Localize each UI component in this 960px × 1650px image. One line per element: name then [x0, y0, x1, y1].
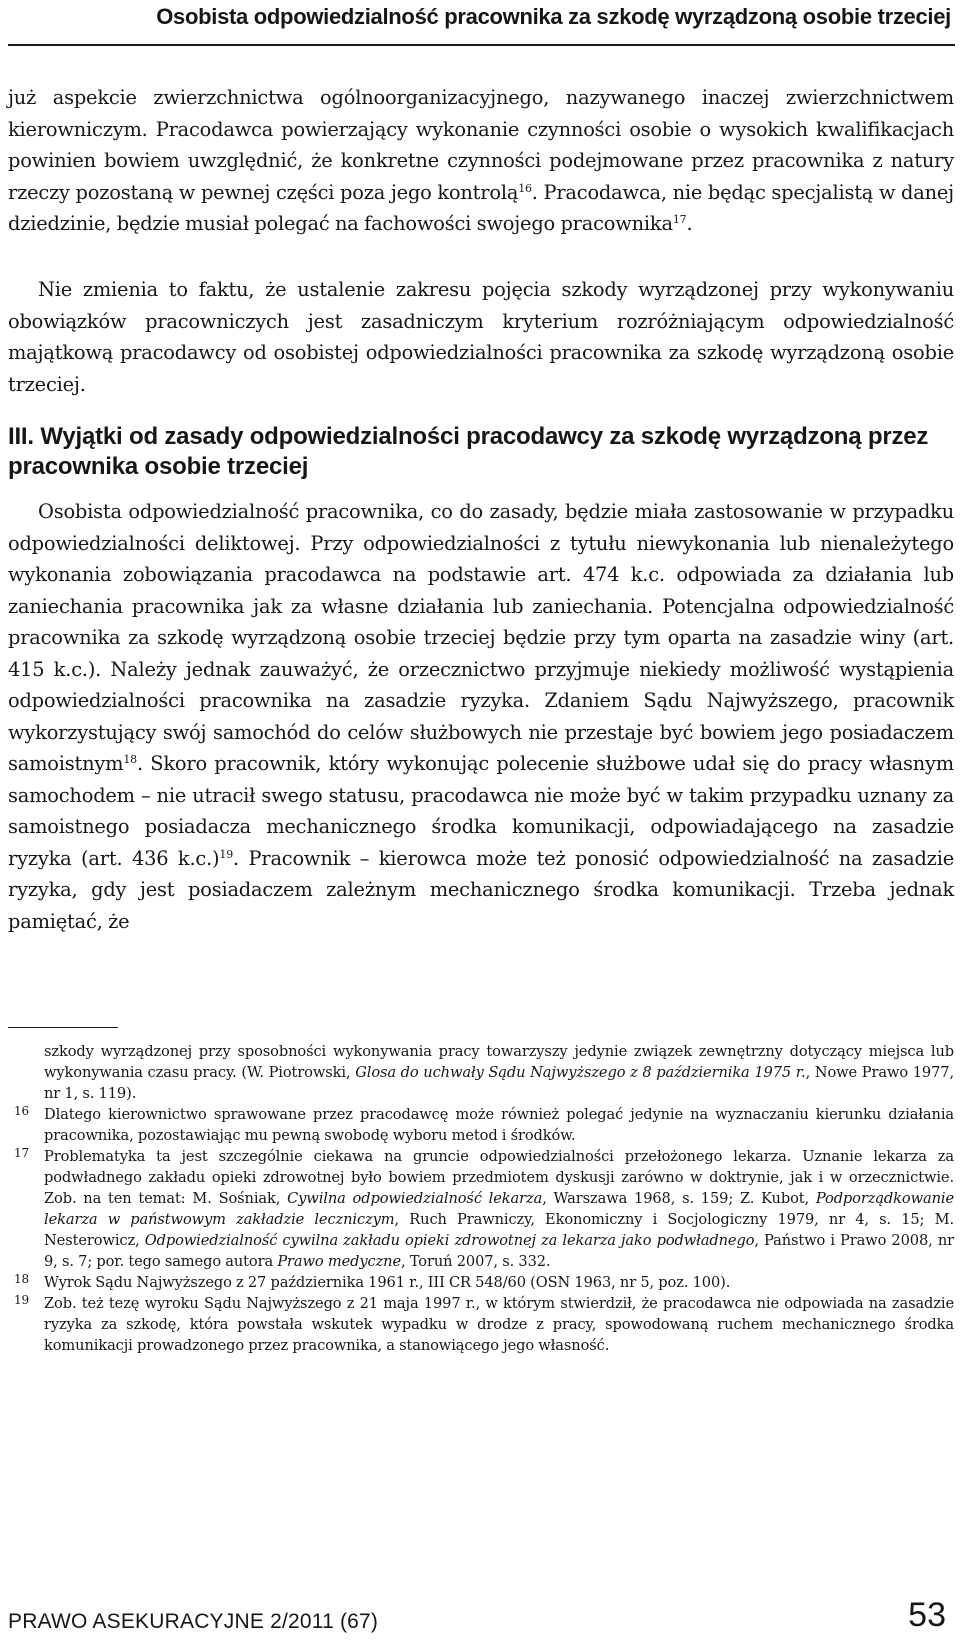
footnote-title: Prawo medyczne [277, 1253, 402, 1270]
para1-text-a: już aspekcie zwierzchnictwa ogólnoorganizacyjnego, nazywanego inaczej zwierzchnictwem kierowniczym. Pracodawca powierzający wykonanie czynności osobie o wysokich kwalifikacjach powinien bowiem uwzględnić, że konkretne czynności podejmowane przez pracownika z natury rzeczy pozostaną w pewnej części poza jego kontrolą [8, 86, 954, 204]
footnote-continuation [8, 1041, 954, 1104]
footnote-ref-19: 19 [219, 847, 234, 861]
footnote-text: , Warszawa 1968, s. 159; Z. Kubot, [542, 1190, 816, 1207]
footnote-separator [8, 1027, 118, 1028]
section-heading: III. Wyjątki od zasady odpowiedzialności pracodawcy za szkodę wyrządzoną przez pracownika osobie trzeciej [8, 423, 929, 480]
footnote-19 [8, 1293, 954, 1356]
footnote-17 [8, 1146, 954, 1272]
footnote-number: 17 [14, 1146, 30, 1160]
footnote-ref-18: 18 [123, 753, 137, 766]
para3-text-b: . Skoro pracownik, który wykonując polecenie służbowe udał się do pracy własnym samochodem – nie utracił swego statusu, pracodawca nie może być w takim przypadku uznany za samoistnego posiadacza mechanicznego środka komunikacji, odpowiadającego na zasadzie ryzyka (art. 436 k.c.) [8, 752, 954, 870]
footnote-title: Odpowiedzialność cywilna zakładu opieki zdrowotnej za lekarza jako podwładnego [144, 1232, 755, 1249]
footnote-title: Podporządkowanie lekarza w państwowym zakładzie leczniczym [44, 1190, 954, 1228]
footnote-16 [8, 1104, 954, 1146]
footnote-ref-16: 16 [518, 181, 532, 195]
footnote-text: Wyrok Sądu Najwyższego z 27 października 1961 r., III CR 548/60 (OSN 1963, nr 5, poz. 100). [44, 1274, 731, 1291]
para2-text: Nie zmienia to faktu, że ustalenie zakresu pojęcia szkody wyrządzonej przy wykonywaniu obowiązków pracowniczych jest zasadniczym kryterium rozróżniającym odpowiedzialność majątkową pracodawcy od osobistej odpowiedzialności pracownika za szkodę wyrządzoną osobie trzeciej. [8, 278, 954, 396]
para3-text-a: Osobista odpowiedzialność pracownika, co do zasady, będzie miała zastosowanie w przypadku odpowiedzialności deliktowej. Przy odpowiedzialności z tytułu niewykonania lub nienależytego wykonania zobowiązania pracodawca na podstawie art. 474 k.c. odpowiada za działania lub zaniechania pracownika jak za własne działania lub zaniechania. Potencjalna odpowiedzialność pracownika za szkodę wyrządzoną osobie trzeciej będzie przy tym oparta na zasadzie winy (art. 415 k.c.). Należy jednak zauważyć, że orzecznictwo przyjmuje niekiedy możliwość wystąpienia odpowiedzialności pracownika na zasadzie ryzyka. Zdaniem Sądu Najwyższego, pracownik wykorzystujący swój samochód do celów służbowych nie przestaje być bowiem jego posiadaczem samoistnym [8, 500, 954, 775]
para1-text-c: . [686, 212, 693, 235]
paragraph-3 [8, 496, 954, 937]
page-number: 53 [908, 1596, 946, 1634]
footnote-title: Cywilna odpowiedzialność lekarza [287, 1190, 543, 1207]
footnote-text: Problematyka ta jest szczególnie ciekawa na gruncie odpowiedzialności przełożonego lekarza. Uznanie lekarza za podwładnego zakładu opieki zdrowotnej było bowiem przedmiotem dyskusji zarówno w doktrynie, jak i w orzecznictwie. Zob. na ten temat: M. Sośniak, [44, 1148, 954, 1207]
para1-text-b: . Pracodawca, nie będąc specjalistą w danej dziedzinie, będzie musiał polegać na fachowości swojego pracownika [8, 180, 954, 235]
footnote-cont-title: Glosa do uchwały Sądu Najwyższego z 8 października 1975 r. [355, 1064, 806, 1081]
footnotes [8, 1041, 954, 1356]
paragraph-continuation [8, 82, 954, 240]
footnote-cont-text: szkody wyrządzonej przy sposobności wykonywania pracy towarzyszy jedynie związek zewnętrzny dotyczący miejsca lub wykonywania czasu pracy. (W. Piotrowski, [44, 1043, 954, 1081]
footnote-number: 16 [14, 1104, 30, 1118]
paragraph-2 [8, 274, 954, 400]
journal-title: PRAWO ASEKURACYJNE 2/2011 (67) [8, 1610, 379, 1633]
footnote-text: , Toruń 2007, s. 332. [401, 1253, 551, 1270]
footnote-ref-17: 17 [672, 213, 687, 226]
para3-text-c: . Pracownik – kierowca może też ponosić odpowiedzialność na zasadzie ryzyka, gdy jest posiadaczem zależnym mechanicznego środka komunikacji. Trzeba jednak pamiętać, że [8, 846, 954, 933]
footnote-cont-text-end: , Nowe Prawo 1977, nr 1, s. 119). [44, 1064, 955, 1102]
footnote-18 [8, 1272, 954, 1293]
footnote-text: , Ruch Prawniczy, Ekonomiczny i Socjologiczny 1979, nr 4, s. 15; M. Nesterowicz, [44, 1211, 954, 1249]
running-title: Osobista odpowiedzialność pracownika za szkodę wyrządzoną osobie trzeciej [156, 4, 951, 29]
footnote-text: Dlatego kierownictwo sprawowane przez pracodawcę może również polegać jedynie na wyznaczaniu kierunku działania pracownika, pozostawiając mu pewną swobodę wyboru metod i środków. [44, 1106, 954, 1144]
running-header [8, 0, 955, 46]
footnote-text: Zob. też tezę wyroku Sądu Najwyższego z 21 maja 1997 r., w którym stwierdził, że pracodawca nie odpowiada na zasadzie ryzyka za szkodę, która powstała wskutek wypadku w drodze z pracy, spowodowaną ruchem mechanicznego środka komunikacji prowadzonego przez pracownika, a stanowiącego jego własność. [44, 1295, 954, 1354]
footnote-text: , Państwo i Prawo 2008, nr 9, s. 7; por. tego samego autora [44, 1232, 955, 1270]
footnote-number: 18 [14, 1272, 30, 1286]
footnote-number: 19 [14, 1293, 30, 1307]
